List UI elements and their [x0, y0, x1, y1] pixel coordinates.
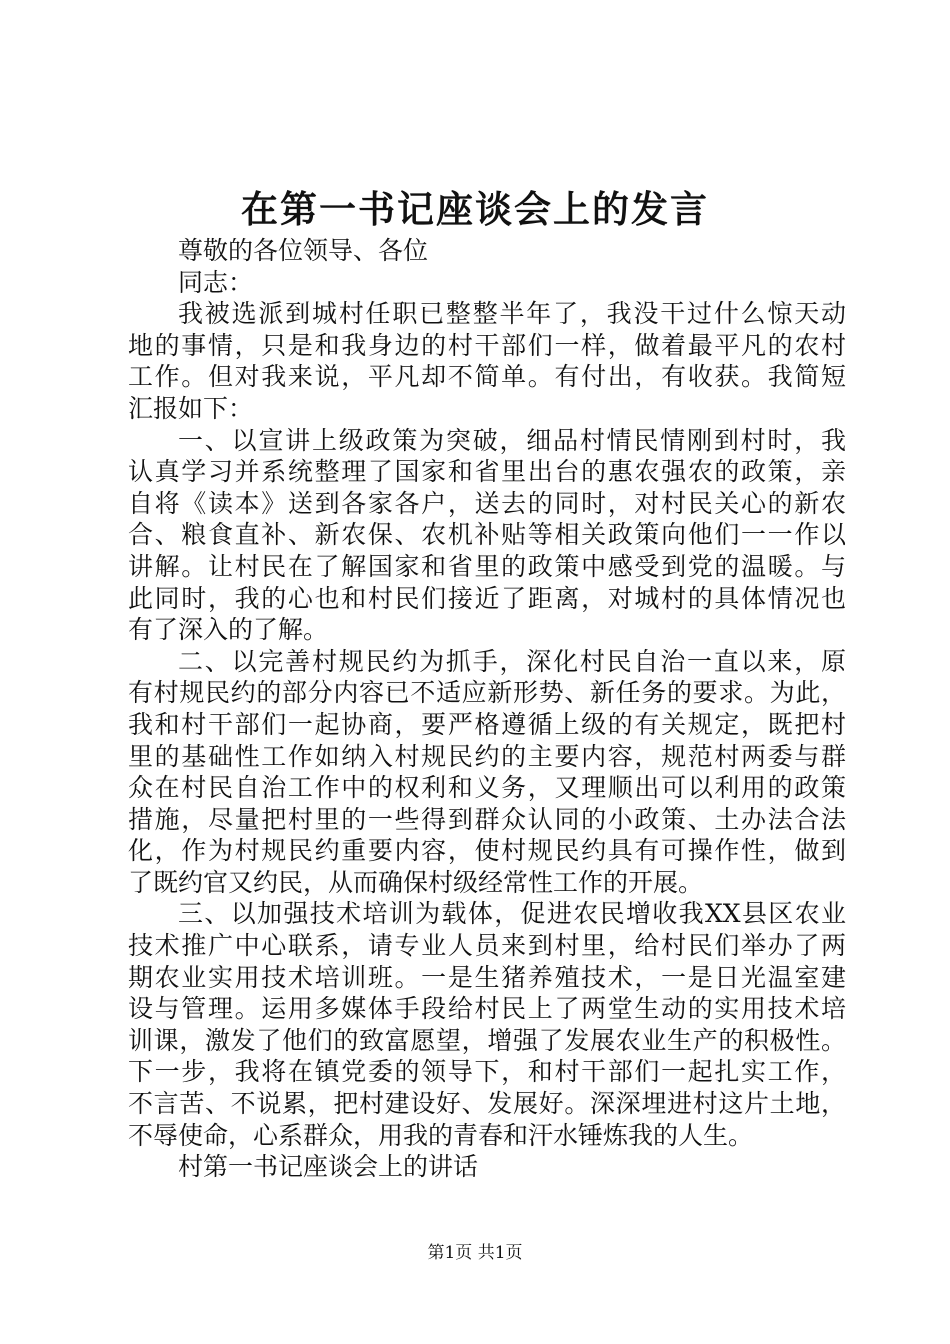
text-line: 讲解。让村民在了解国家和省里的政策中感受到党的温暖。与 [128, 551, 846, 581]
text-line: 我和村干部们一起协商，要严格遵循上级的有关规定，既把村 [128, 709, 846, 739]
text-line: 有村规民约的部分内容已不适应新形势、新任务的要求。为此， [128, 678, 846, 708]
text-line: 技术推广中心联系，请专业人员来到村里，给村民们举办了两 [128, 931, 846, 961]
text-line: 此同时，我的心也和村民们接近了距离，对城村的具体情况也 [128, 583, 846, 613]
text-line: 里的基础性工作如纳入村规民约的主要内容，规范村两委与群 [128, 741, 846, 771]
text-line: 汇报如下： [128, 393, 254, 423]
text-line: 认真学习并系统整理了国家和省里出台的惠农强农的政策，亲 [128, 457, 846, 487]
text-line: 地的事情，只是和我身边的村干部们一样，做着最平凡的农村 [128, 330, 846, 360]
text-line: 工作。但对我来说，平凡却不简单。有付出，有收获。我简短 [128, 362, 846, 392]
text-line: 下一步，我将在镇党委的领导下，和村干部们一起扎实工作， [128, 1057, 846, 1087]
document-title: 在第一书记座谈会上的发言 [241, 187, 709, 231]
text-line: 期农业实用技术培训班。一是生猪养殖技术，一是日光温室建 [128, 962, 846, 992]
text-line: 二、以完善村规民约为抓手，深化村民自治一直以来，原 [178, 646, 846, 676]
text-line: 措施，尽量把村里的一些得到群众认同的小政策、土办法合法 [128, 804, 846, 834]
text-line: 自将《读本》送到各家各户，送去的同时，对村民关心的新农 [128, 488, 846, 518]
text-line: 尊敬的各位领导、各位 [178, 236, 429, 265]
text-line: 了既约官又约民，从而确保村级经常性工作的开展。 [128, 867, 704, 897]
text-line: 化，作为村规民约重要内容，使村规民约具有可操作性，做到 [128, 836, 846, 866]
text-line: 村第一书记座谈会上的讲话 [178, 1152, 479, 1182]
text-line: 同志： [178, 267, 254, 297]
text-line: 不辱使命，心系群众，用我的青春和汗水锤炼我的人生。 [128, 1120, 754, 1150]
page-footer: 第1页 共1页 [427, 1243, 523, 1263]
text-line: 不言苦、不说累，把村建设好、发展好。深深埋进村这片土地， [128, 1089, 846, 1119]
text-line: 设与管理。运用多媒体手段给村民上了两堂生动的实用技术培 [128, 994, 846, 1024]
text-line: 众在村民自治工作中的权利和义务，又理顺出可以利用的政策 [128, 773, 846, 803]
text-line: 有了深入的了解。 [128, 615, 329, 645]
text-line: 我被选派到城村任职已整整半年了，我没干过什么惊天动 [178, 299, 846, 329]
text-line: 合、粮食直补、新农保、农机补贴等相关政策向他们一一作以 [128, 520, 846, 550]
text-line: 训课，激发了他们的致富愿望，增强了发展农业生产的积极性。 [128, 1025, 846, 1055]
text-line: 三、以加强技术培训为载体，促进农民增收我XX县区农业 [178, 899, 846, 929]
document-body [128, 235, 846, 1183]
text-line: 一、以宣讲上级政策为突破，细品村情民情刚到村时，我 [178, 425, 846, 455]
